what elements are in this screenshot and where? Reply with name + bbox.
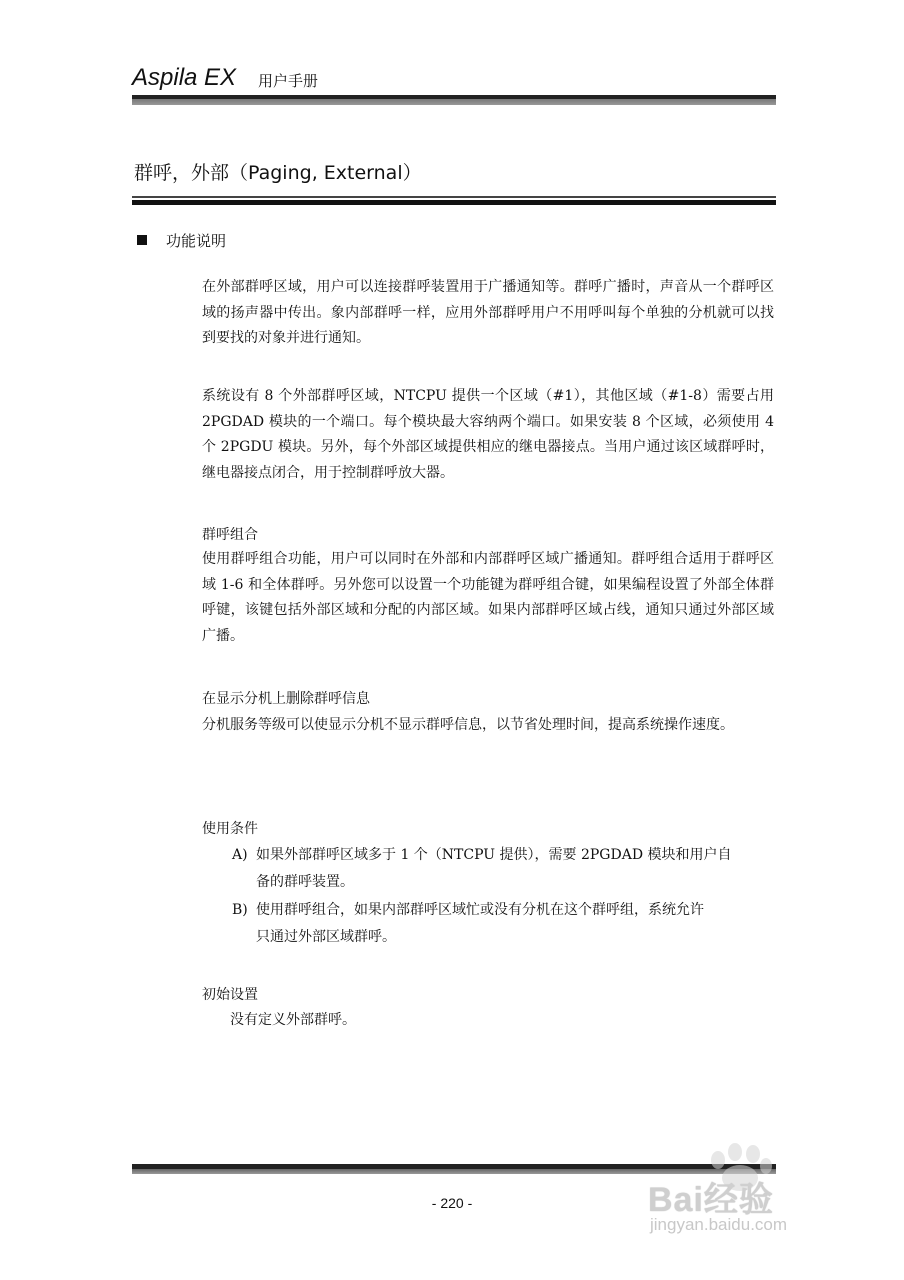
header-rule — [132, 95, 776, 105]
manual-subtitle: 用户手册 — [258, 72, 319, 90]
condition-text: 使用群呼组合，如果内部群呼区域忙或没有分机在这个群呼组，系统允许 — [256, 902, 704, 918]
feature-paragraph-2: 系统设有 8 个外部群呼区域，NTCPU 提供一个区域（#1），其他区域（#1-8）需要占用 2PGDAD 模块的一个端口。每个模块最大容纳两个端口。如果安装 8 个区域，必须使用 4 个 2PGDU 模块。另外，每个外部区域提供相应的继电器接点。当用户通过该区域群呼时，继电器接点闭合，用于控制群呼放大器。 — [202, 388, 774, 481]
combo-paragraph: 使用群呼组合功能，用户可以同时在外部和内部群呼区域广播通知。群呼组合适用于群呼区域 1-6 和全体群呼。另外您可以设置一个功能键为群呼组合键，如果编程设置了外部全体群呼键，该键包括外部区域和分配的内部区域。如果内部群呼区域占线，通知只通过外部区域广播。 — [202, 551, 774, 644]
list-marker: A) — [232, 847, 248, 863]
combo-heading: 群呼组合 — [202, 527, 258, 543]
watermark-logo-text: Bai经验 — [648, 1181, 774, 1219]
condition-text-cont: 只通过外部区域群呼。 — [256, 929, 396, 945]
list-marker: B) — [232, 902, 248, 918]
manual-brand-title: Aspila EX — [132, 64, 237, 91]
watermark-url: jingyan.baidu.com — [650, 1215, 788, 1234]
condition-text: 如果外部群呼区域多于 1 个（NTCPU 提供），需要 2PGDAD 模块和用户自 — [256, 847, 732, 863]
condition-item-a — [232, 842, 772, 896]
delete-info-heading: 在显示分机上删除群呼信息 — [202, 691, 370, 707]
page-number: - 220 - — [431, 1195, 473, 1211]
section-title: 群呼，外部（Paging, External） — [134, 162, 422, 184]
square-bullet-icon — [137, 235, 147, 245]
initial-settings-text: 没有定义外部群呼。 — [230, 1012, 356, 1028]
conditions-heading: 使用条件 — [202, 821, 258, 837]
delete-info-paragraph: 分机服务等级可以使显示分机不显示群呼信息，以节省处理时间，提高系统操作速度。 — [202, 717, 734, 733]
initial-settings-heading: 初始设置 — [202, 987, 258, 1003]
feature-heading: 功能说明 — [166, 232, 227, 250]
condition-item-b — [232, 897, 772, 951]
section-rule — [132, 196, 776, 205]
feature-paragraph-1: 在外部群呼区域，用户可以连接群呼装置用于广播通知等。群呼广播时，声音从一个群呼区域的扬声器中传出。象内部群呼一样，应用外部群呼用户不用呼叫每个单独的分机就可以找到要找的对象并进行通知。 — [202, 279, 774, 346]
condition-text-cont: 备的群呼装置。 — [256, 874, 354, 890]
